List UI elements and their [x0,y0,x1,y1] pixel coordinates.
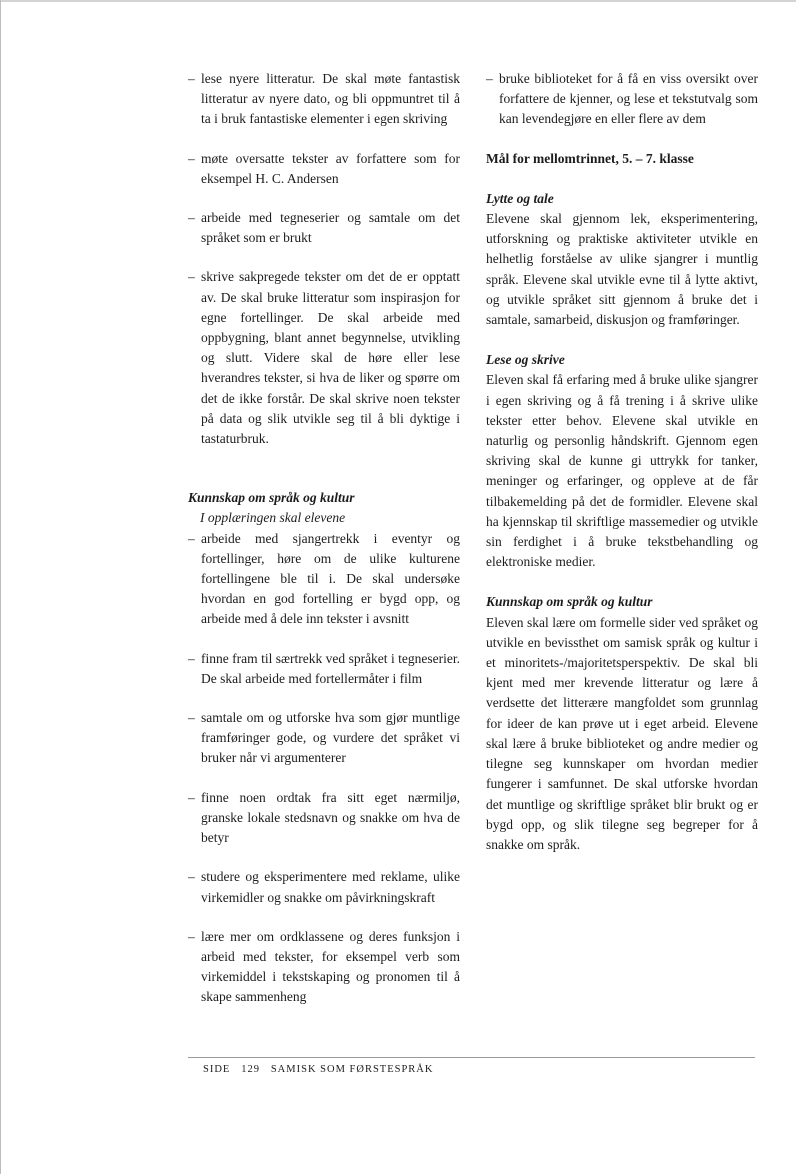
list-item: – finne noen ordtak fra sitt eget nærmiljø, granske lokale stedsnavn og snakke om hva de betyr [188,788,460,849]
spacer [188,468,460,488]
list-item: – skrive sakpregede tekster om det de er opptatt av. De skal bruke litteratur som inspirasjon for egne fortellinger. De skal arbeide med oppbygning, blant annet begynnelse, utvikling og slutt. Videre skal de høre eller lese hverandres tekster, si hva de liker og spørre om det de ikke forstår. De skal skrive noen tekster på data og slik utvikle seg til å bli dyktige i tastaturbruk. [188,267,460,449]
subsection-text: Eleven skal få erfaring med å bruke ulike sjangrer i egen skriving og å få trening i å skrive ulike tekster etter behov. Elevene skal utvikle en naturlig og personlig håndskrift. Gjennom egen skriving skal de kunne gi uttrykk for tanker, meninger og erfaringer, og oppleve at de får tilbakemelding på det de formidler. Elevene skal ha kjennskap til skriftlige massemedier og utvikle sin ferdighet i å bruke tekstbehandling og elektroniske medier. [486,372,758,570]
section-subtitle: I opplæringen skal elevene [200,510,346,526]
footer-label: SIDE [203,1064,231,1075]
list-item: – samtale om og utforske hva som gjør muntlige framføringer gode, og vurdere det språket vi bruker når vi argumenterer [188,708,460,769]
section-title: Kunnskap om språk og kultur [188,490,355,506]
list-item: – arbeide med tegneserier og samtale om det språket som er brukt [188,208,460,248]
right-column [486,69,758,875]
list-item: – studere og eksperimentere med reklame, ulike virkemidler og snakke om påvirkningskraft [188,867,460,907]
subsection-title: Lytte og tale [486,190,554,206]
subsection-text: Elevene skal gjennom lek, eksperimentering, utforskning og praktiske aktiviteter utvikle en helhetlig forståelse av ulike sjangrer i muntlig språk. Elevene skal utvikle evne til å lytte aktivt, og utvikle språket sitt gjennom å bruke det i samtale, samarbeid, diskusjon og framføringer. [486,211,758,328]
footer-title: SAMISK SOM FØRSTESPRÅK [270,1064,434,1075]
list-item: – lære mer om ordklassene og deres funksjon i arbeid med tekster, for eksempel verb som virkemiddel i tekstskaping og pronomen til å skape sammenheng [188,927,460,1008]
page-footer [203,1064,433,1075]
section-heading: Mål for mellomtrinnet, 5. – 7. klasse [486,150,694,166]
list-item: – lese nyere litteratur. De skal møte fantastisk litteratur av nyere dato, og bli oppmuntret til å ta i bruk fantastiske elementer i egen skriving [188,69,460,130]
subsection-text: Eleven skal lære om formelle sider ved språket og utvikle en bevissthet om samisk språk og kultur i et minoritets-/majoritetsperspektiv. De skal bli kjent med mer krevende litteratur og lære å verdsette det litterære mangfoldet som grunnlag for ideer de kan prøve ut i eget arbeid. Elevene skal lære å bruke biblioteket og andre medier og tilegne seg kunnskaper om hvordan medier fungerer i samfunnet. De skal utforske hvordan det muntlige og skriftlige språket blir brukt og er bygd opp, og slik tilegne seg begreper for å snakke om språk. [486,614,758,852]
footer-rule [188,1057,755,1058]
list-item: – bruke biblioteket for å få en viss oversikt over forfattere de kjenner, og lese et tekstutvalg som kan levendegjøre en eller flere av dem [486,69,758,130]
left-edge-rule [0,0,1,1174]
list-item: – møte oversatte tekster av forfattere som for eksempel H. C. Andersen [188,149,460,189]
subsection-title: Lese og skrive [486,352,565,368]
top-edge-rule [0,0,796,2]
left-column [188,69,460,1008]
subsection-title: Kunnskap om språk og kultur [486,594,653,610]
page-number: 129 [241,1064,260,1075]
list-item: – finne fram til særtrekk ved språket i tegneserier. De skal arbeide med fortellermåter i film [188,649,460,689]
list-item: – arbeide med sjangertrekk i eventyr og fortellinger, høre om de ulike kulturene fortellingene ble til i. De skal undersøke hvordan en god fortelling er bygd opp, og arbeide med å dele inn tekster i avsnitt [188,529,460,630]
